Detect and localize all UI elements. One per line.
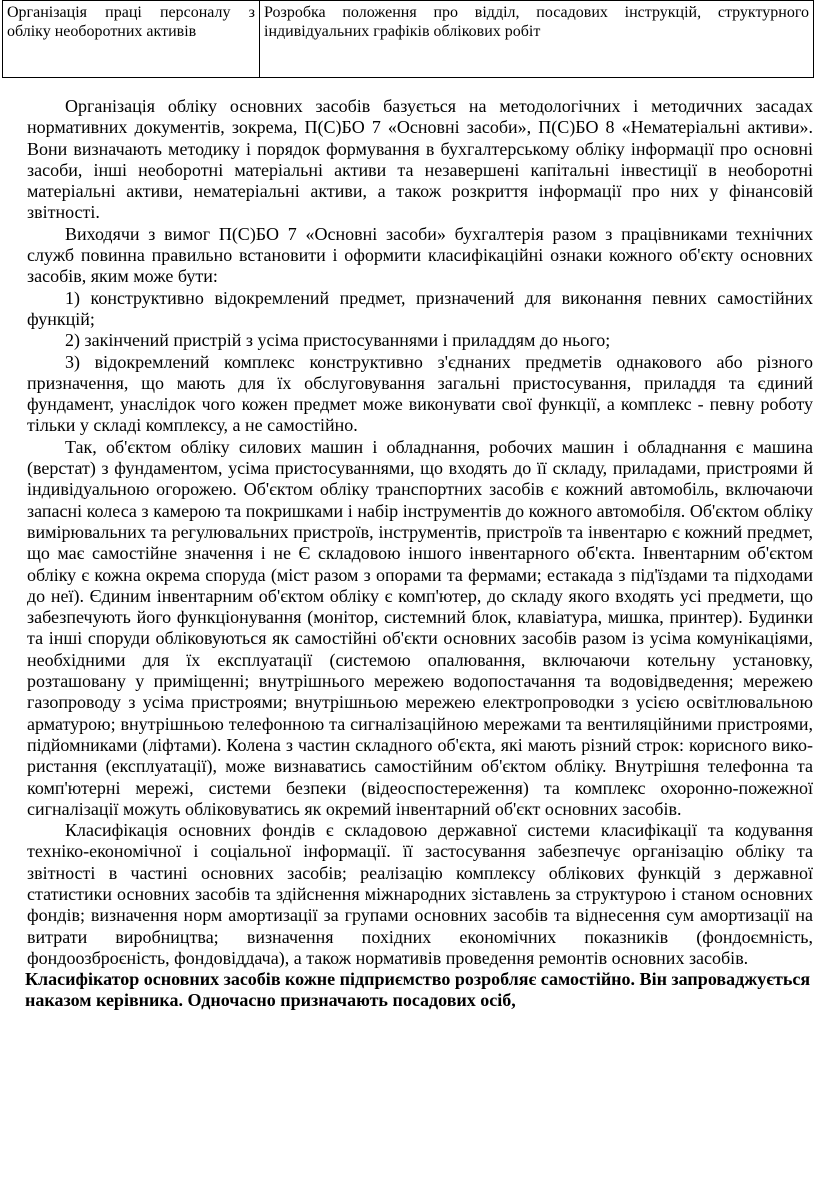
header-table [2, 0, 814, 78]
paragraph: Виходячи з вимог П(С)БО 7 «Основні засоби» бухгалтерія разом з працівниками технічних служб повинна правильно встановити і оформити класифікаційні ознаки кожного об'єкту основних засобів, яким може бути: [27, 223, 813, 287]
list-item: 3) відокремлений комплекс конструктивно з'єднаних предметів однакового або різного призначення, що мають для їх обслуговування загальні пристосування, приладдя та єдиний фундамент, унаслідок чого кожен предмет може виконувати свої функції, а комплекс - певну роботу тільки у складі комплексу, а не самостійно. [27, 351, 813, 436]
list-item: 1) конструктивно відокремлений предмет, призначений для виконання певних самостійних функцій; [27, 287, 813, 329]
list-item: 2) закінчений пристрій з усіма пристосуваннями і приладдям до нього; [65, 330, 611, 351]
header-table-row [3, 1, 814, 78]
document-body [27, 96, 813, 1012]
paragraph: Організація обліку основних засобів базується на методологічних і методичних засадах нормативних документів, зокрема, П(С)БО 7 «Основні засоби», П(С)БО 8 «Нематеріальні активи». Вони визначають методику і порядок формування в бухгалтерському обліку інформації про основні засоби, інші необоротні матеріальні активи та незавершені капітальні інвестиції в необоротні матеріальні активи, нематеріальні активи, а також розкриття інформації про них у фінансовій звітності. [27, 96, 813, 223]
paragraph: Класифікація основних фондів є складовою державної системи класифікації та кодування техніко-економічної і соціальної інформації. її застосування забезпечує організацію обліку та звітності в частині основних засобів; реалізацію комплексу облікових функцій з державної статистики основних засобів та здійснення міжнародних зіставлень за структурою і станом основних фондів; визначення норм амортизації за групами основних засобів та віднесення сум амортизації на витрати виробництва; визначення похідних економічних показників (фондоємність, фондоозброєність, фондовіддача), а також нормативів проведення ремонтів основних засобів. [27, 820, 813, 968]
paragraph: Так, об'єктом обліку силових машин і обладнання, робочих машин і обладнання є машина (верстат) з фундаментом, усіма пристосуваннями, що входять до її складу, приладами, пристроями й індивідуальною огорожею. Об'єктом обліку транспортних засобів є кожний автомобіль, включаючи запасні колеса з камерою та покришками і набір інструментів до кожного автомобіля. Об'єктом обліку вимірювальних та регулювальних пристроїв, інструментів, пристроїв та інвентарю є кожний предмет, що має самостійне значення і не Є складовою іншого інвентарного об'єкта. Інвентарним об'єктом обліку є кожна окрема споруда (міст разом з опорами та фермами; естакада з під'їздами та підходами до неї). Єдиним інвентарним об'єктом обліку є комп'ютер, до складу якого входять усі предмети, що забезпечують його функціонування (монітор, системний блок, клавіатура, мишка, принтер). Будинки та інші споруди обліковуються як самостійні об'єкти основних засобів разом із усіма комунікаціями, необхідними для їх експлуатації (системою опалювання, включаючи котельну установку, розташовану у приміщенні; внутрішнього мережею водопостачання та водовідведення; мережею газопроводу з усіма пристроями; внутрішньою мережею електропроводки з усією освітлювальною арматурою; внутрішньою телефонною та сигналізаційною мережами та вентиляційними пристроями, підйомниками (ліфтами). Колена з частин складного об'єкта, які мають різний строк: корисного використання (експлуатації), може визнаватись самостійним об'єктом обліку. Внутрішня телефонна та комп'ютерні мережі, системи безпеки (відеоспостереження) та комплекс охоронно-пожежної сигналізації можуть обліковуватись як окремий інвентарний об'єкт основних засобів. [27, 436, 813, 819]
header-cell-left: Організація праці персоналу з обліку необоротних активів [3, 1, 260, 78]
header-cell-right: Розробка положення про відділ, посадових інструкцій, структурного індивідуальних графіків облікових робіт [260, 1, 814, 78]
bold-paragraph: Класифікатор основних засобів кожне підприємство розробляє самостійно. Він запроваджується наказом керівника. Одночасно призначають посадових осіб, [25, 969, 811, 1011]
